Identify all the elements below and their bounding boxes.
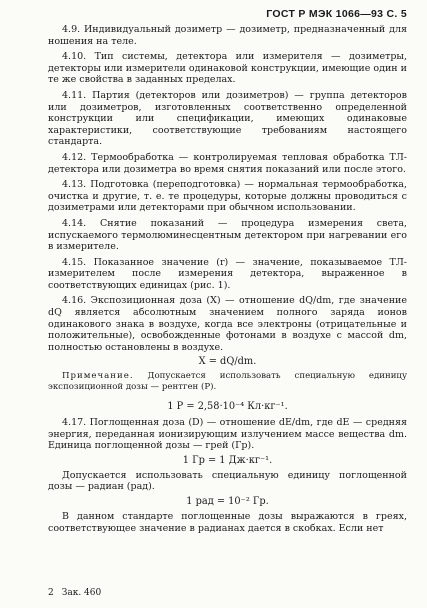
footer-sheet-number: 2	[48, 588, 54, 598]
paragraph-4-15: 4.15. Показанное значение (r) — значение, показываемое ТЛ-измерителем после измерения детектора, выраженное в соответствующих единицах (рис. 1).	[48, 256, 407, 291]
page-header: ГОСТ Р МЭК 1066—93 С. 5	[266, 8, 407, 20]
paragraph-4-16: 4.16. Экспозиционная доза (X) — отношение dQ/dm, где значение dQ является абсолютным значением полного заряда ионов одинакового знака в воздухе, когда все электроны (отрицательные и положительные), освобожденные фотонами в воздухе с массой dm, полностью остановлены в воздухе.	[48, 295, 407, 353]
formula-rad: 1 рад = 10⁻² Гр.	[186, 496, 269, 507]
paragraph-4-9: 4.9. Индивидуальный дозиметр — дозиметр, предназначенный для ношения на теле.	[48, 24, 407, 47]
note-text: Допускается использовать специальную единицу экспозиционной дозы — рентген (Р).	[48, 371, 407, 392]
formula-roentgen: 1 Р = 2,58·10⁻⁴ Кл·кг⁻¹.	[167, 401, 288, 413]
formula-exposure-dose: X = dQ/dm.	[198, 356, 257, 368]
page-footer	[48, 588, 109, 598]
paragraph-rad-allowance: Допускается использовать специальную единицу поглощенной дозы — радиан (рад).	[48, 469, 407, 493]
note	[48, 371, 407, 392]
paragraph-4-12: 4.12. Термообработка — контролируемая тепловая обработка ТЛ-детектора или дозиметра во время снятия показаний или после этого.	[48, 151, 407, 175]
paragraph-4-17: 4.17. Поглощенная доза (D) — отношение dE/dm, где dE — средняя энергия, переданная ионизирующим излучением массе вещества dm. Единица поглощенной дозы — грей (Гр).	[48, 417, 407, 452]
paragraph-4-14: 4.14. Снятие показаний — процедура измерения света, испускаемого термолюминесцентным детектором при нагревании его в измерителе.	[48, 217, 407, 253]
paragraph-4-10: 4.10. Тип системы, детектора или измерителя — дозиметры, детекторы или измерители одинаковой конструкции, имеющие один и те же свойства в заданных пределах.	[48, 51, 407, 86]
paragraph-4-13: 4.13. Подготовка (переподготовка) — нормальная термообработка, очистка и другие, т. е. те процедуры, которые должны проводиться с дозиметрами или детекторами при обычном использовании.	[48, 179, 407, 214]
paragraph-units-note: В данном стандарте поглощенные дозы выражаются в греях, соответствующее значение в радианах дается в скобках. Если нет	[48, 511, 407, 534]
paragraph-4-11: 4.11. Партия (детекторов или дозиметров) — группа детекторов или дозиметров, изготовленных соответственно определенной конструкции или спецификации, имеющих одинаковые характеристики, соответствующие требованиям настоящего стандарта.	[48, 89, 407, 148]
footer-order: Зак. 460	[61, 588, 102, 598]
formula-gray: 1 Гр = 1 Дж·кг⁻¹.	[182, 454, 273, 466]
note-label: Примечание.	[62, 371, 134, 382]
